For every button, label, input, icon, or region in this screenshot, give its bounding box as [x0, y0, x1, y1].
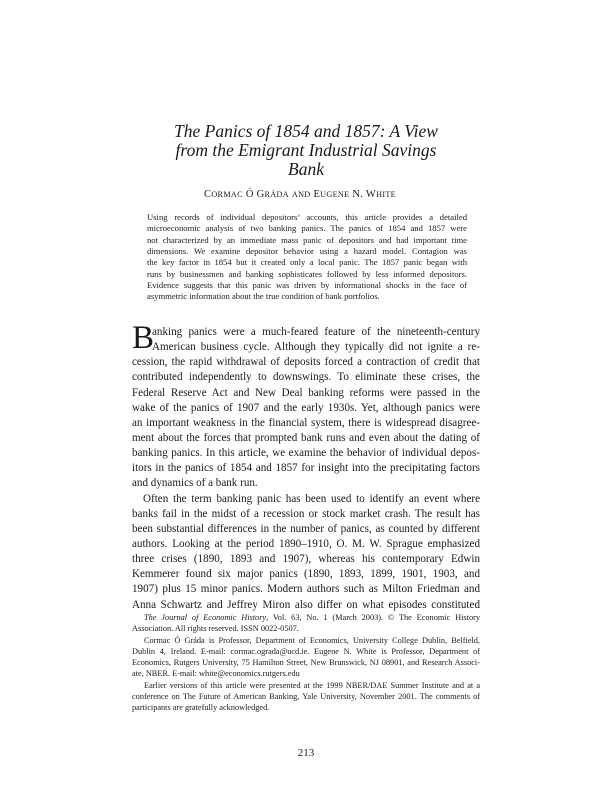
- body-line: cession, the rapid withdrawal of deposits forced a contraction of credit that: [132, 356, 480, 369]
- title-line-2: from the Emigrant Industrial Savings: [175, 140, 437, 160]
- abstract-line: Using records of individual depositors’ accounts, this article provides a detailed: [147, 212, 467, 222]
- author-2-last-rest: HITE: [376, 190, 396, 199]
- body-line: wake of the panics of 1907 and the early 1930s. Yet, although panics were: [132, 401, 480, 414]
- abstract: [147, 212, 467, 303]
- body-line: banking panics. In this article, we examine the behavior of individual depos-: [132, 447, 480, 460]
- footnote-line: Dublin 4, Ireland. E-mail: cormac.ograda@ucd.ie. Eugene N. White is Professor, Department of: [132, 646, 480, 656]
- body-text: [132, 320, 480, 613]
- body-line: anking panics were a much-feared feature of the nineteenth-century: [152, 326, 480, 338]
- author-line: [0, 189, 600, 200]
- title-line-3: Bank: [288, 159, 324, 179]
- footnote-line: conference on The Future of American Banking, Yale University, November 2001. The comments of: [132, 692, 480, 702]
- footnote-line: Economics, Rutgers University, 75 Hamilton Street, New Brunswick, NJ 08901, and Research Associ-: [132, 658, 480, 668]
- body-line: three crises (1890, 1893 and 1907), whereas his contemporary Edwin: [132, 553, 480, 566]
- abstract-line: Evidence suggests that this panic was driven by informational shocks in the face of: [147, 280, 467, 291]
- body-line: Federal Reserve Act and New Deal banking reforms were passed in the: [132, 386, 480, 399]
- title-line-1: The Panics of 1854 and 1857: A View: [174, 121, 438, 141]
- footnote-line: Association. All rights reserved. ISSN 0022-0507.: [132, 624, 299, 634]
- abstract-line: runs by businessmen and banking sophisticates followed by less informed depositors.: [147, 268, 467, 279]
- body-line: American business cycle. Although they typically did not ignite a re-: [152, 341, 480, 354]
- body-line: and dynamics of a bank run.: [132, 477, 258, 490]
- abstract-line: asymmetric information about the true condition of bank portfolios.: [147, 291, 380, 302]
- author-1-first-initial: C: [204, 189, 212, 200]
- abstract-line: dimensions. We examine depositor behavior using a hazard model. Contagion was: [147, 246, 467, 257]
- body-line: an important weakness in the financial system, there is widespread disagree-: [132, 416, 480, 429]
- author-1-last-initial: Ó G: [245, 189, 265, 200]
- body-line: Anna Schwartz and Jeffrey Miron also differ on what episodes constituted: [132, 598, 480, 611]
- journal-citation: , Vol. 63, No. 1 (March 2003). © The Economic History: [266, 613, 480, 622]
- body-line: itors in the panics of 1854 and 1857 for insight into the precipitating factors: [132, 462, 480, 475]
- body-line: authors. Looking at the period 1890–1910, O. M. W. Sprague emphasized: [132, 537, 480, 550]
- body-line: banks fail in the midst of a recession or stock market crash. The result has: [132, 507, 480, 520]
- body-line: 1907) plus 15 minor panics. Modern authors such as Milton Friedman and: [132, 583, 480, 596]
- footnote-line: Cormac Ó Gráda is Professor, Department of Economics, University College Dublin, Belfield,: [144, 635, 480, 645]
- footnote-journal-line: [132, 612, 480, 623]
- journal-name: The Journal of Economic History: [144, 613, 267, 622]
- body-line: Often the term banking panic has been used to identify an event where: [143, 492, 480, 505]
- abstract-line: the key factor in 1854 but it created only a local panic. The 1857 panic began with: [147, 257, 467, 268]
- article-title: [100, 122, 512, 179]
- author-and: AND: [291, 190, 311, 199]
- author-1-last-rest: RÁDA: [264, 190, 289, 199]
- author-2-first-initial: E: [313, 189, 321, 200]
- body-line: contributed independently to downswings. To eliminate these crises, the: [132, 371, 480, 384]
- author-2-first-rest: UGENE: [320, 190, 350, 199]
- footnotes: [132, 612, 480, 714]
- author-2-last-initial: W: [365, 189, 377, 200]
- footnote-line: Earlier versions of this article were presented at the 1999 NBER/DAE Summer Institute and at a: [144, 680, 480, 690]
- body-line: ment about the forces that prompted bank runs and even about the dating of: [132, 431, 480, 444]
- author-2-middle: N.: [352, 189, 364, 200]
- body-line: Kemmerer found six major panics (1890, 1893, 1899, 1901, 1903, and: [132, 568, 480, 581]
- author-1-first-rest: ORMAC: [211, 190, 243, 199]
- drop-cap: B: [132, 320, 155, 356]
- footnote-line: participants are gratefully acknowledged.: [132, 703, 270, 713]
- body-line: been substantial differences in the number of panics, as counted by different: [132, 522, 480, 535]
- abstract-line: microeconomic analysis of two banking panics. The panics of 1854 and 1857 were: [147, 223, 467, 234]
- footnote-line: ate, NBER. E-mail: white@economics.rutgers.edu: [132, 669, 300, 679]
- page-number: 213: [297, 747, 315, 759]
- abstract-line: not characterized by an immediate mass panic of depositors and had important time: [147, 234, 467, 245]
